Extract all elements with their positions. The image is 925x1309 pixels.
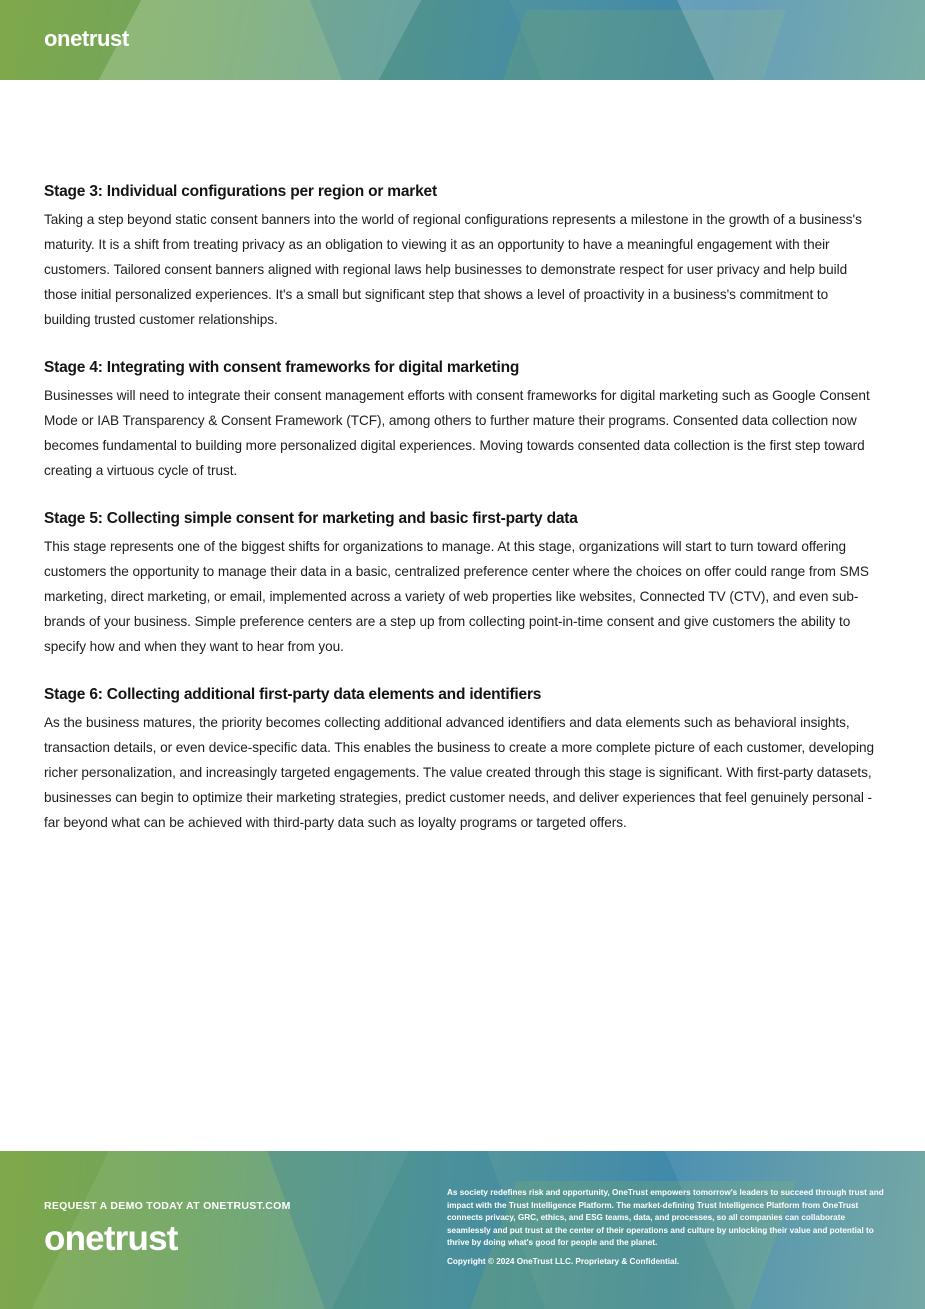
footer-about-block	[447, 1187, 887, 1268]
section-paragraph: This stage represents one of the biggest shifts for organizations to manage. At this stage, organizations will start to turn toward offering customers the opportunity to manage their data in a basic, centralized preference center where the choices on offer could range from SMS marketing, direct marketing, or email, implemented across a variety of web properties like websites, Connected TV (CTV), and even sub-brands of your business. Simple preference centers are a step up from collecting point-in-time consent and give customers the ability to specify how and when they want to hear from you.	[44, 538, 869, 654]
section-stage-6	[44, 685, 877, 835]
page-footer	[0, 1151, 925, 1309]
section-heading: Stage 6: Collecting additional first-party data elements and identifiers	[44, 685, 542, 703]
onetrust-logo: onetrust	[44, 26, 129, 51]
section-heading: Stage 4: Integrating with consent frameworks for digital marketing	[44, 358, 520, 376]
section-stage-5	[44, 509, 877, 659]
section-paragraph: As the business matures, the priority becomes collecting additional advanced identifiers and data elements such as behavioral insights, transaction details, or even device-specific data. This enables the business to create a more complete picture of each customer, developing richer personalization, and increasingly targeted engagements. The value created through this stage is significant. With first-party datasets, businesses can begin to optimize their marketing strategies, predict customer needs, and deliver experiences that feel genuinely personal - far beyond what can be achieved with third-party data such as loyalty programs or targeted offers.	[44, 714, 875, 830]
section-stage-4	[44, 358, 877, 483]
section-stage-3	[44, 182, 877, 332]
footer-copyright: Copyright © 2024 OneTrust LLC. Proprietary & Confidential.	[447, 1256, 680, 1266]
section-heading: Stage 5: Collecting simple consent for marketing and basic first-party data	[44, 509, 578, 527]
onetrust-footer-logo: onetrust	[44, 1219, 178, 1258]
footer-about-text: As society redefines risk and opportunity, OneTrust empowers tomorrow's leaders to succeed through trust and impact with the Trust Intelligence Platform. The market-defining Trust Intelligence Platform from OneTrust connects privacy, GRC, ethics, and ESG teams, data, and processes, so all companies can collaborate seamlessly and put trust at the center of their operations and culture by unlocking their value and potential to thrive by doing what's good for people and the planet.	[447, 1188, 884, 1247]
section-paragraph: Businesses will need to integrate their consent management efforts with consent frameworks for digital marketing such as Google Consent Mode or IAB Transparency & Consent Framework (TCF), among others to further mature their programs. Consented data collection now becomes fundamental to building more personalized digital experiences. Moving towards consented data collection is the first step toward creating a virtuous cycle of trust.	[44, 387, 870, 478]
request-demo-cta[interactable]: REQUEST A DEMO TODAY AT ONETRUST.COM	[44, 1200, 291, 1212]
page-header	[0, 0, 925, 80]
section-paragraph: Taking a step beyond static consent banners into the world of regional configurations represents a milestone in the growth of a business's maturity. It is a shift from treating privacy as an obligation to viewing it as an opportunity to have a meaningful engagement with their customers. Tailored consent banners aligned with regional laws help businesses to demonstrate respect for user privacy and help build those initial personalized experiences. It's a small but significant step that shows a level of proactivity in a business's commitment to building trusted customer relationships.	[44, 211, 862, 327]
section-heading: Stage 3: Individual configurations per region or market	[44, 183, 437, 200]
document-body	[0, 80, 925, 835]
